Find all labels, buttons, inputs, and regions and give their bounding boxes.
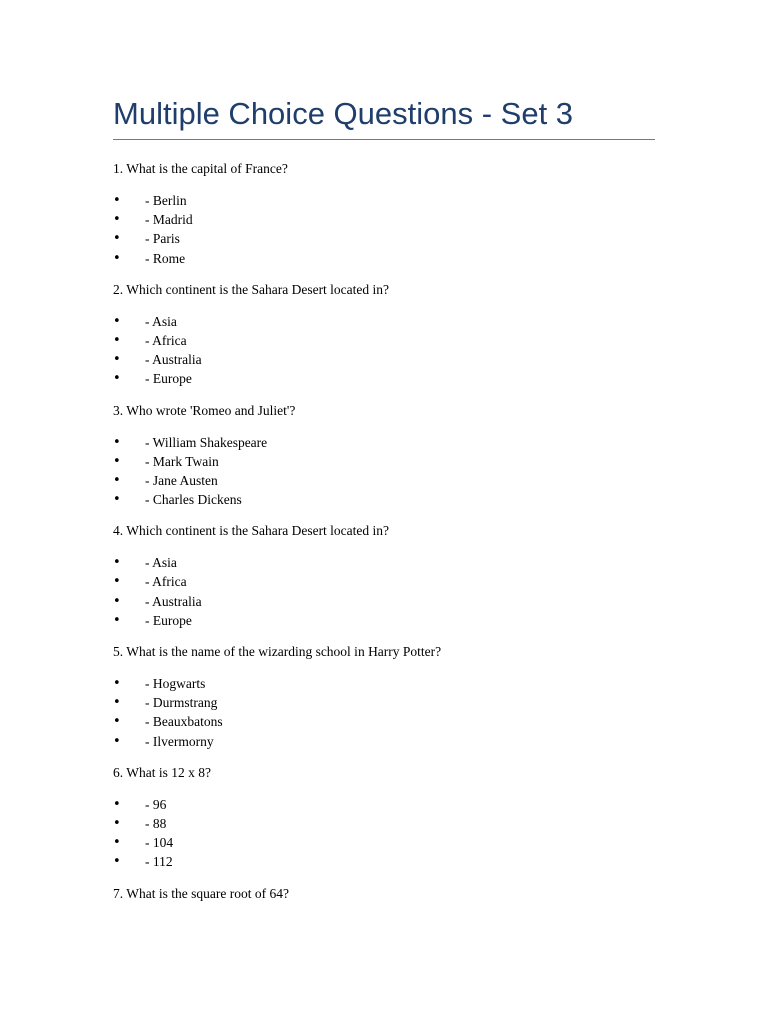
option-item [113,433,673,452]
question-text: 7. What is the square root of 64? [113,885,289,901]
option-label: - 104 [145,835,174,851]
option-item [113,369,673,388]
page-title: Multiple Choice Questions - Set 3 [113,96,574,131]
option-item [113,852,673,871]
bullet-icon: • [113,434,121,450]
bullet-icon: • [113,193,121,208]
question-list [113,159,673,916]
question-text: 5. What is the name of the wizarding school in Harry Potter? [113,644,442,659]
bullet-icon: • [113,714,121,730]
bullet-icon: • [113,332,121,348]
option-item [113,833,673,852]
bullet-icon: • [113,212,121,228]
question-text: 1. What is the capital of France? [113,161,288,176]
option-item [113,191,673,210]
bullet-icon: • [113,472,121,488]
bullet-icon: • [113,371,121,387]
option-item [113,452,673,471]
option-label: - Paris [145,231,180,247]
bullet-icon: • [113,612,121,628]
bullet-icon: • [113,313,121,329]
option-list [113,795,673,872]
question-text: 6. What is 12 x 8? [113,764,211,780]
option-label: - Charles Dickens [145,492,242,508]
option-item [113,471,673,490]
option-label: - Hogwarts [145,676,206,691]
bullet-icon: • [113,352,121,368]
title-underline [113,139,655,140]
option-label: - Berlin [145,193,187,208]
question-text: 2. Which continent is the Sahara Desert located in? [113,281,390,297]
option-label: - Beauxbatons [145,714,223,730]
option-item [113,592,673,611]
option-label: - Madrid [145,212,193,228]
option-list [113,674,673,751]
option-label: - Africa [145,574,187,590]
bullet-icon: • [113,796,121,812]
option-label: - 88 [145,815,167,831]
option-label: - Africa [145,332,187,348]
option-item [113,674,673,693]
option-label: - 96 [145,796,167,812]
option-item [113,331,673,350]
option-item [113,553,673,572]
option-label: - Asia [145,555,177,571]
option-item [113,490,673,509]
bullet-icon: • [113,250,121,266]
bullet-icon: • [113,835,121,851]
option-label: - Durmstrang [145,695,218,711]
option-item [113,712,673,731]
option-item [113,249,673,268]
option-item [113,210,673,229]
bullet-icon: • [113,695,121,711]
option-list [113,553,673,630]
option-label: - William Shakespeare [145,434,268,450]
option-item [113,611,673,630]
option-label: - Europe [145,612,192,628]
option-label: - Rome [145,250,186,266]
option-label: - Australia [145,352,202,368]
option-label: - Asia [145,313,177,329]
bullet-icon: • [113,453,121,469]
bullet-icon: • [113,854,121,870]
option-label: - Europe [145,371,192,387]
bullet-icon: • [113,492,121,508]
option-item [113,312,673,331]
option-label: - 112 [145,854,173,870]
question-text: 4. Which continent is the Sahara Desert located in? [113,523,390,539]
option-label: - Mark Twain [145,453,219,469]
bullet-icon: • [113,815,121,831]
bullet-icon: • [113,676,121,691]
option-item [113,572,673,591]
option-item [113,732,673,751]
question-text: 3. Who wrote 'Romeo and Juliet'? [113,402,296,418]
option-item [113,814,673,833]
bullet-icon: • [113,231,121,247]
option-label: - Ilvermorny [145,733,214,749]
option-item [113,350,673,369]
option-list [113,191,673,268]
option-item [113,693,673,712]
option-label: - Australia [145,593,202,609]
option-label: - Jane Austen [145,472,218,488]
option-item [113,795,673,814]
bullet-icon: • [113,733,121,749]
bullet-icon: • [113,574,121,590]
bullet-icon: • [113,555,121,571]
option-list [113,312,673,389]
option-item [113,229,673,248]
option-list [113,433,673,510]
bullet-icon: • [113,593,121,609]
